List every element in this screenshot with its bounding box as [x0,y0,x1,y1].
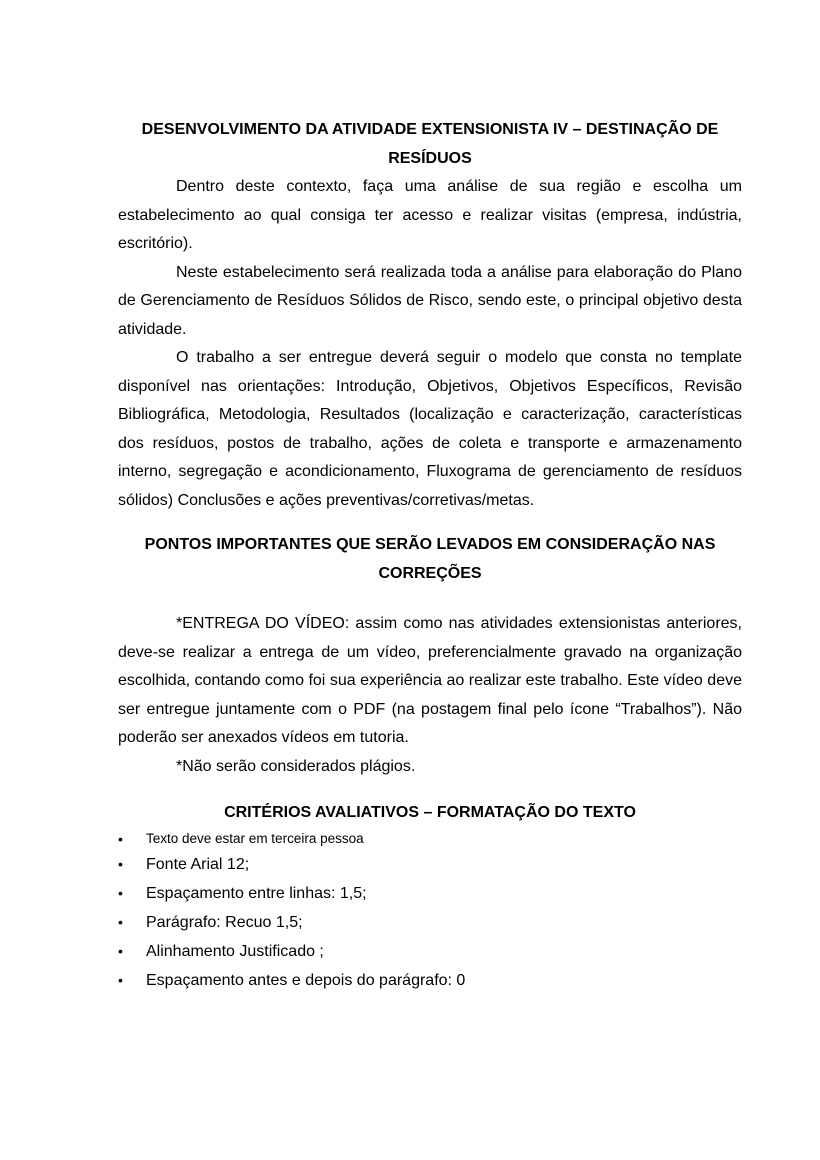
list-item: • Alinhamento Justificado ; [118,937,742,966]
paragraph-entrega-video: *ENTREGA DO VÍDEO: assim como nas atividades extensionistas anteriores, deve-se realizar a entrega de um vídeo, preferencialmente gravado na organização escolhida, contando como foi sua experiência ao realizar este trabalho. Este vídeo deve ser entregue juntamente com o PDF (na postagem final pelo ícone “Trabalhos”). Não poderão ser anexados vídeos em tutoria. [118,615,742,746]
list-item: • Texto deve estar em terceira pessoa [118,828,742,850]
list-item: • Espaçamento entre linhas: 1,5; [118,879,742,908]
section-title-desenvolvimento: DESENVOLVIMENTO DA ATIVIDADE EXTENSIONISTA IV – DESTINAÇÃO DE RESÍDUOS [141,121,719,167]
spacer [118,588,742,610]
criteria-list [118,828,742,995]
paragraph-estabelecimento: Neste estabelecimento será realizada toda a análise para elaboração do Plano de Gerenciamento de Resíduos Sólidos de Risco, sendo este, o principal objetivo desta atividade. [118,263,742,338]
spacer [118,781,742,799]
paragraph-contexto: Dentro deste contexto, faça uma análise de sua região e escolha um estabelecimento ao qual consiga ter acesso e realizar visitas (empresa, indústria, escritório). [118,178,742,252]
list-item: • Parágrafo: Recuo 1,5; [118,908,742,937]
section-title-pontos-importantes: PONTOS IMPORTANTES QUE SERÃO LEVADOS EM CONSIDERAÇÃO NAS CORREÇÕES [144,536,716,582]
paragraph-plagios: *Não serão considerados plágios. [176,757,416,775]
list-item: • Espaçamento antes e depois do parágrafo: 0 [118,966,742,995]
section-title-criterios: CRITÉRIOS AVALIATIVOS – FORMATAÇÃO DO TEXTO [224,804,636,821]
paragraph-trabalho: O trabalho a ser entregue deverá seguir o modelo que consta no template disponível nas orientações: Introdução, Objetivos, Objetivos Específicos, Revisão Bibliográfica, Metodologia, Resultados (localização e caracterização, características dos resíduos, postos de trabalho, ações de coleta e transporte e armazenamento interno, segregação e acondicionamento, Fluxograma de gerenciamento de resíduos sólidos) Conclusões e ações preventivas/corretivas/metas. [118,349,742,509]
spacer [118,515,742,531]
list-item: • Fonte Arial 12; [118,850,742,879]
